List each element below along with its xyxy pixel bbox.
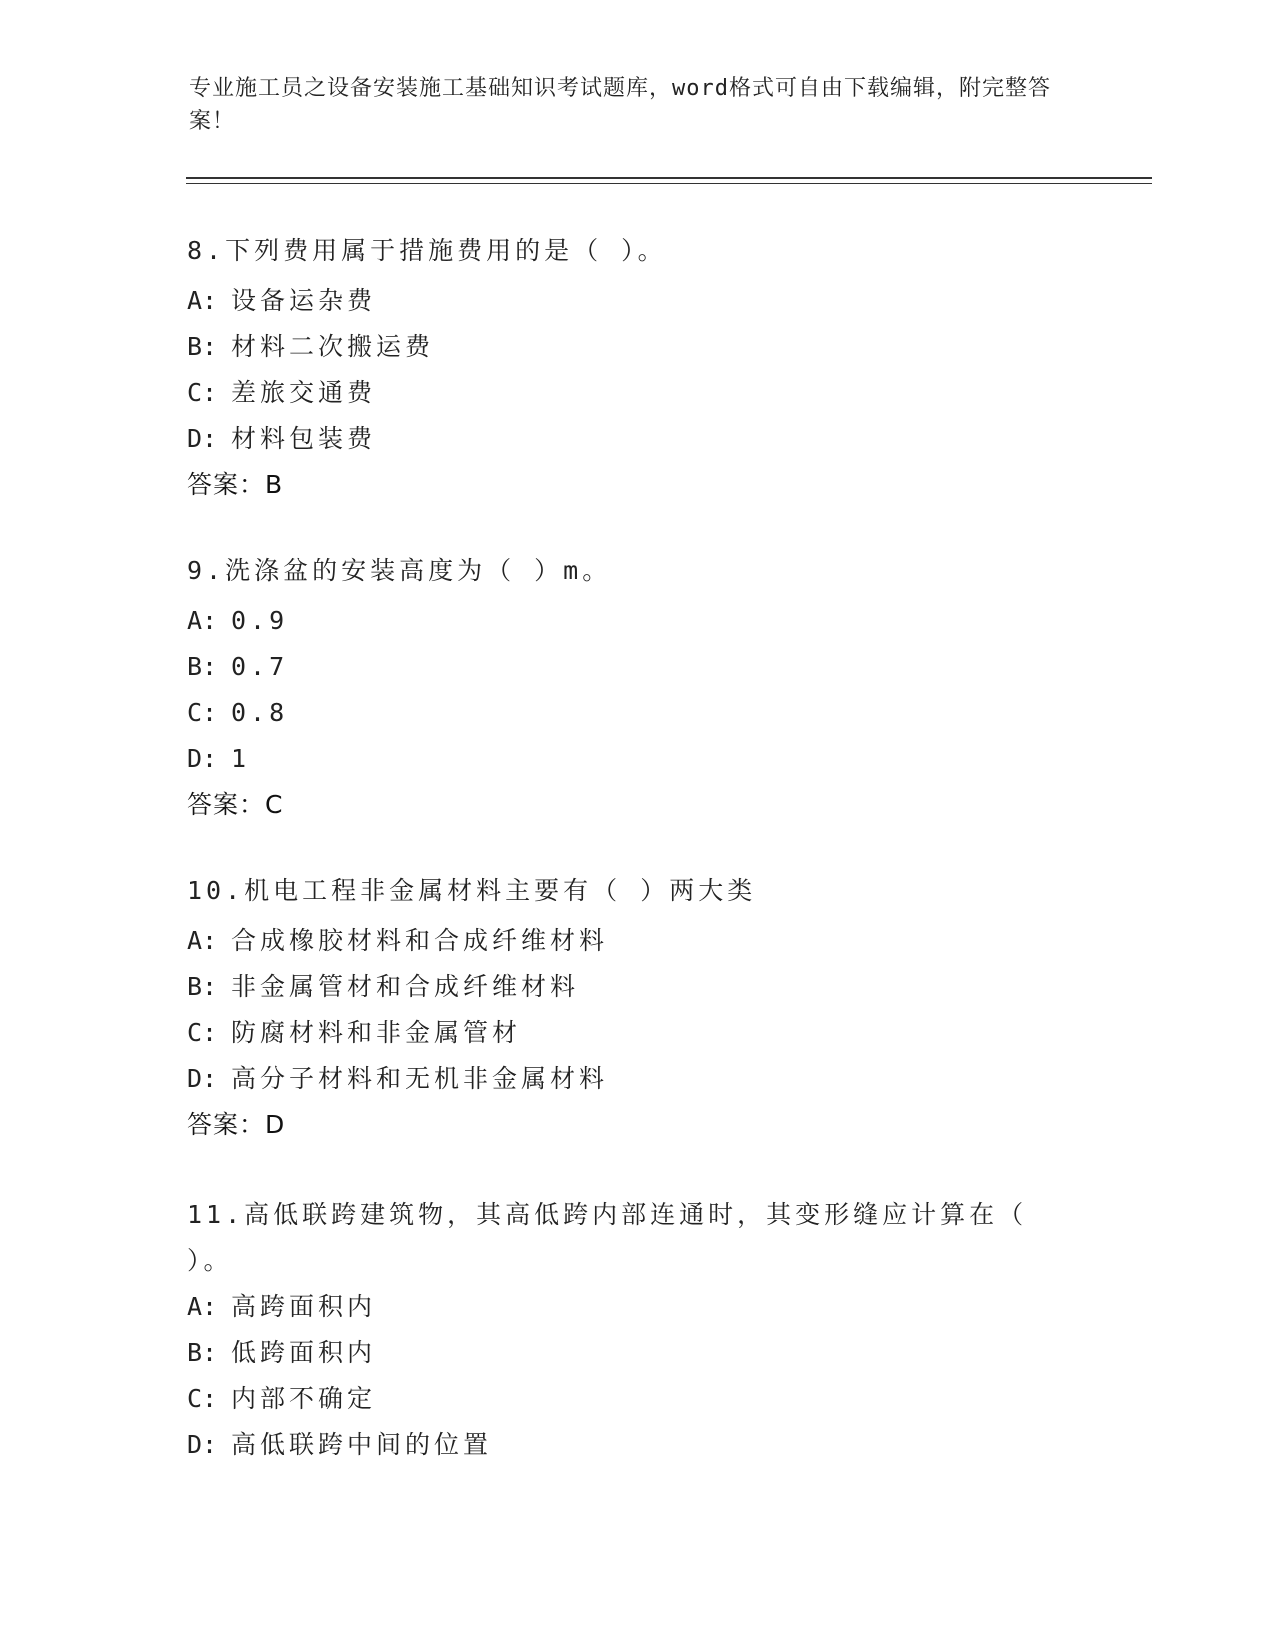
question-10 bbox=[187, 872, 1087, 1148]
option-d bbox=[187, 736, 1087, 782]
option-letter: B: bbox=[187, 972, 218, 1001]
question-stem: 10.机电工程非金属材料主要有（ ）两大类 bbox=[187, 876, 757, 905]
option-c bbox=[187, 690, 1087, 736]
question-8 bbox=[187, 232, 1087, 508]
option-a bbox=[187, 1284, 1087, 1330]
option-text: 材料二次搬运费 bbox=[231, 332, 435, 361]
option-text: 1 bbox=[231, 744, 251, 773]
option-c bbox=[187, 1376, 1087, 1422]
option-b bbox=[187, 324, 1087, 370]
option-text: 高分子材料和无机非金属材料 bbox=[231, 1064, 609, 1093]
option-letter: D: bbox=[187, 744, 218, 773]
option-d bbox=[187, 1056, 1087, 1102]
option-text: 防腐材料和非金属管材 bbox=[231, 1018, 522, 1047]
option-letter: B: bbox=[187, 1338, 218, 1367]
option-letter: C: bbox=[187, 1018, 218, 1047]
answer: 答案：B bbox=[187, 470, 284, 499]
document-header: 专业施工员之设备安装施工基础知识考试题库，word格式可自由下载编辑，附完整答案！ bbox=[189, 76, 1051, 134]
header-divider-thin bbox=[186, 183, 1152, 184]
option-text: 高跨面积内 bbox=[231, 1292, 377, 1321]
option-d bbox=[187, 1422, 1087, 1468]
option-a bbox=[187, 278, 1087, 324]
option-text: 0.9 bbox=[231, 606, 289, 635]
option-a bbox=[187, 598, 1087, 644]
option-text: 低跨面积内 bbox=[231, 1338, 377, 1367]
option-text: 设备运杂费 bbox=[231, 286, 377, 315]
option-letter: B: bbox=[187, 332, 218, 361]
answer: 答案：C bbox=[187, 790, 284, 819]
option-letter: D: bbox=[187, 1064, 218, 1093]
option-text: 合成橡胶材料和合成纤维材料 bbox=[231, 926, 609, 955]
question-stem: 8.下列费用属于措施费用的是（ ）。 bbox=[187, 236, 667, 265]
option-b bbox=[187, 964, 1087, 1010]
option-letter: A: bbox=[187, 606, 218, 635]
option-text: 材料包装费 bbox=[231, 424, 377, 453]
option-text: 高低联跨中间的位置 bbox=[231, 1430, 493, 1459]
question-stem: 9.洗涤盆的安装高度为（ ）m。 bbox=[187, 556, 612, 585]
option-letter: D: bbox=[187, 424, 218, 453]
option-text: 0.8 bbox=[231, 698, 289, 727]
option-c bbox=[187, 370, 1087, 416]
option-letter: D: bbox=[187, 1430, 218, 1459]
option-letter: C: bbox=[187, 1384, 218, 1413]
option-letter: A: bbox=[187, 286, 218, 315]
answer: 答案：D bbox=[187, 1110, 286, 1139]
option-letter: B: bbox=[187, 652, 218, 681]
option-text: 差旅交通费 bbox=[231, 378, 377, 407]
question-9 bbox=[187, 552, 1087, 828]
option-b bbox=[187, 644, 1087, 690]
option-letter: A: bbox=[187, 1292, 218, 1321]
option-text: 非金属管材和合成纤维材料 bbox=[231, 972, 580, 1001]
option-a bbox=[187, 918, 1087, 964]
option-b bbox=[187, 1330, 1087, 1376]
option-text: 0.7 bbox=[231, 652, 289, 681]
option-text: 内部不确定 bbox=[231, 1384, 377, 1413]
option-d bbox=[187, 416, 1087, 462]
question-11 bbox=[187, 1192, 1087, 1468]
header-divider-thick bbox=[186, 177, 1152, 179]
question-stem: 11.高低联跨建筑物，其高低跨内部连通时，其变形缝应计算在（ ）。 bbox=[187, 1200, 1028, 1275]
option-letter: C: bbox=[187, 378, 218, 407]
option-c bbox=[187, 1010, 1087, 1056]
option-letter: C: bbox=[187, 698, 218, 727]
option-letter: A: bbox=[187, 926, 218, 955]
